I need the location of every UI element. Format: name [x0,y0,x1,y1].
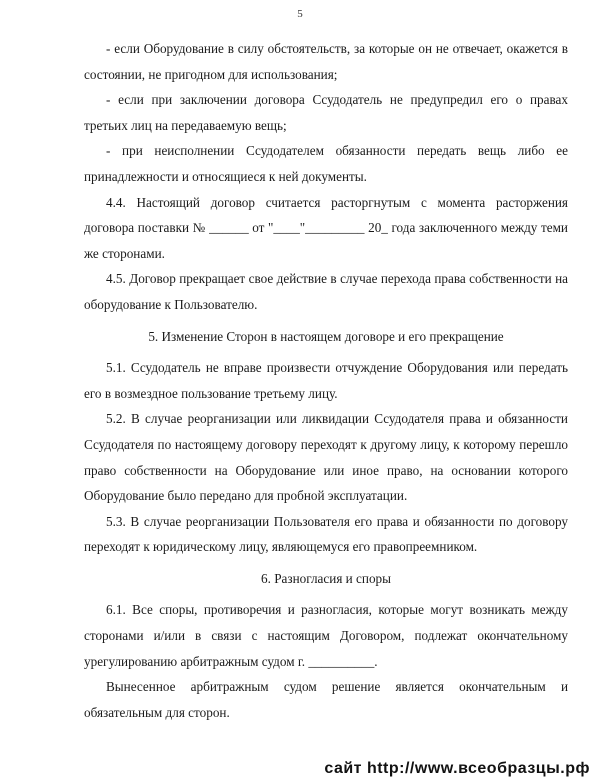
page-number: 5 [297,8,303,20]
section-heading-5: 5. Изменение Сторон в настоящем договоре и его прекращение [148,328,504,344]
paragraph-6-1: 6.1. Все споры, противоречия и разногласия, которые могут возникать между сторонами и/или в связи с настоящим Договором, подлежат окончательному урегулированию арбитражным судом г. __________. [84,602,568,669]
paragraph-5-3: 5.3. В случае реорганизации Пользователя его права и обязанности по договору переходят к юридическому лицу, являющемуся его правопреемником. [84,513,568,555]
paragraph-4-4: 4.4. Настоящий договор считается расторгнутым с момента расторжения договора поставки № ______ от "____"_________ 20_ года заключенного между теми же сторонами. [84,194,568,261]
paragraph-4-5: 4.5. Договор прекращает свое действие в случае перехода права собственности на оборудование к Пользователю. [84,271,568,312]
paragraph-5-2: 5.2. В случае реорганизации или ликвидации Ссудодателя права и обязанности Ссудодателя по настоящему договору переходят к другому лицу, к которому перешло право собственности на Оборудование или иное право, на основании которого Оборудование было передано для пробной эксплуатации. [84,411,568,504]
paragraph-5-1: 5.1. Ссудодатель не вправе произвести отчуждение Оборудования или передать его в возмездное пользование третьему лицу. [84,360,568,401]
paragraph-condition-1: - если Оборудование в силу обстоятельств, за которые он не отвечает, окажется в состоянии, не пригодном для использования; [84,41,568,82]
paragraph-6-1-continued: Вынесенное арбитражным судом решение является окончательным и обязательным для сторон. [84,679,568,720]
paragraph-condition-2: - если при заключении договора Ссудодатель не предупредил его о правах третьих лиц на передаваемую вещь; [84,92,568,133]
site-watermark: сайт http://www.всеобразцы.рф [324,760,590,777]
document-body [84,36,568,725]
paragraph-condition-3: - при неисполнении Ссудодателем обязанности передать вещь либо ее принадлежности и относящиеся к ней документы. [84,143,568,184]
section-heading-6: 6. Разногласия и споры [261,570,391,586]
